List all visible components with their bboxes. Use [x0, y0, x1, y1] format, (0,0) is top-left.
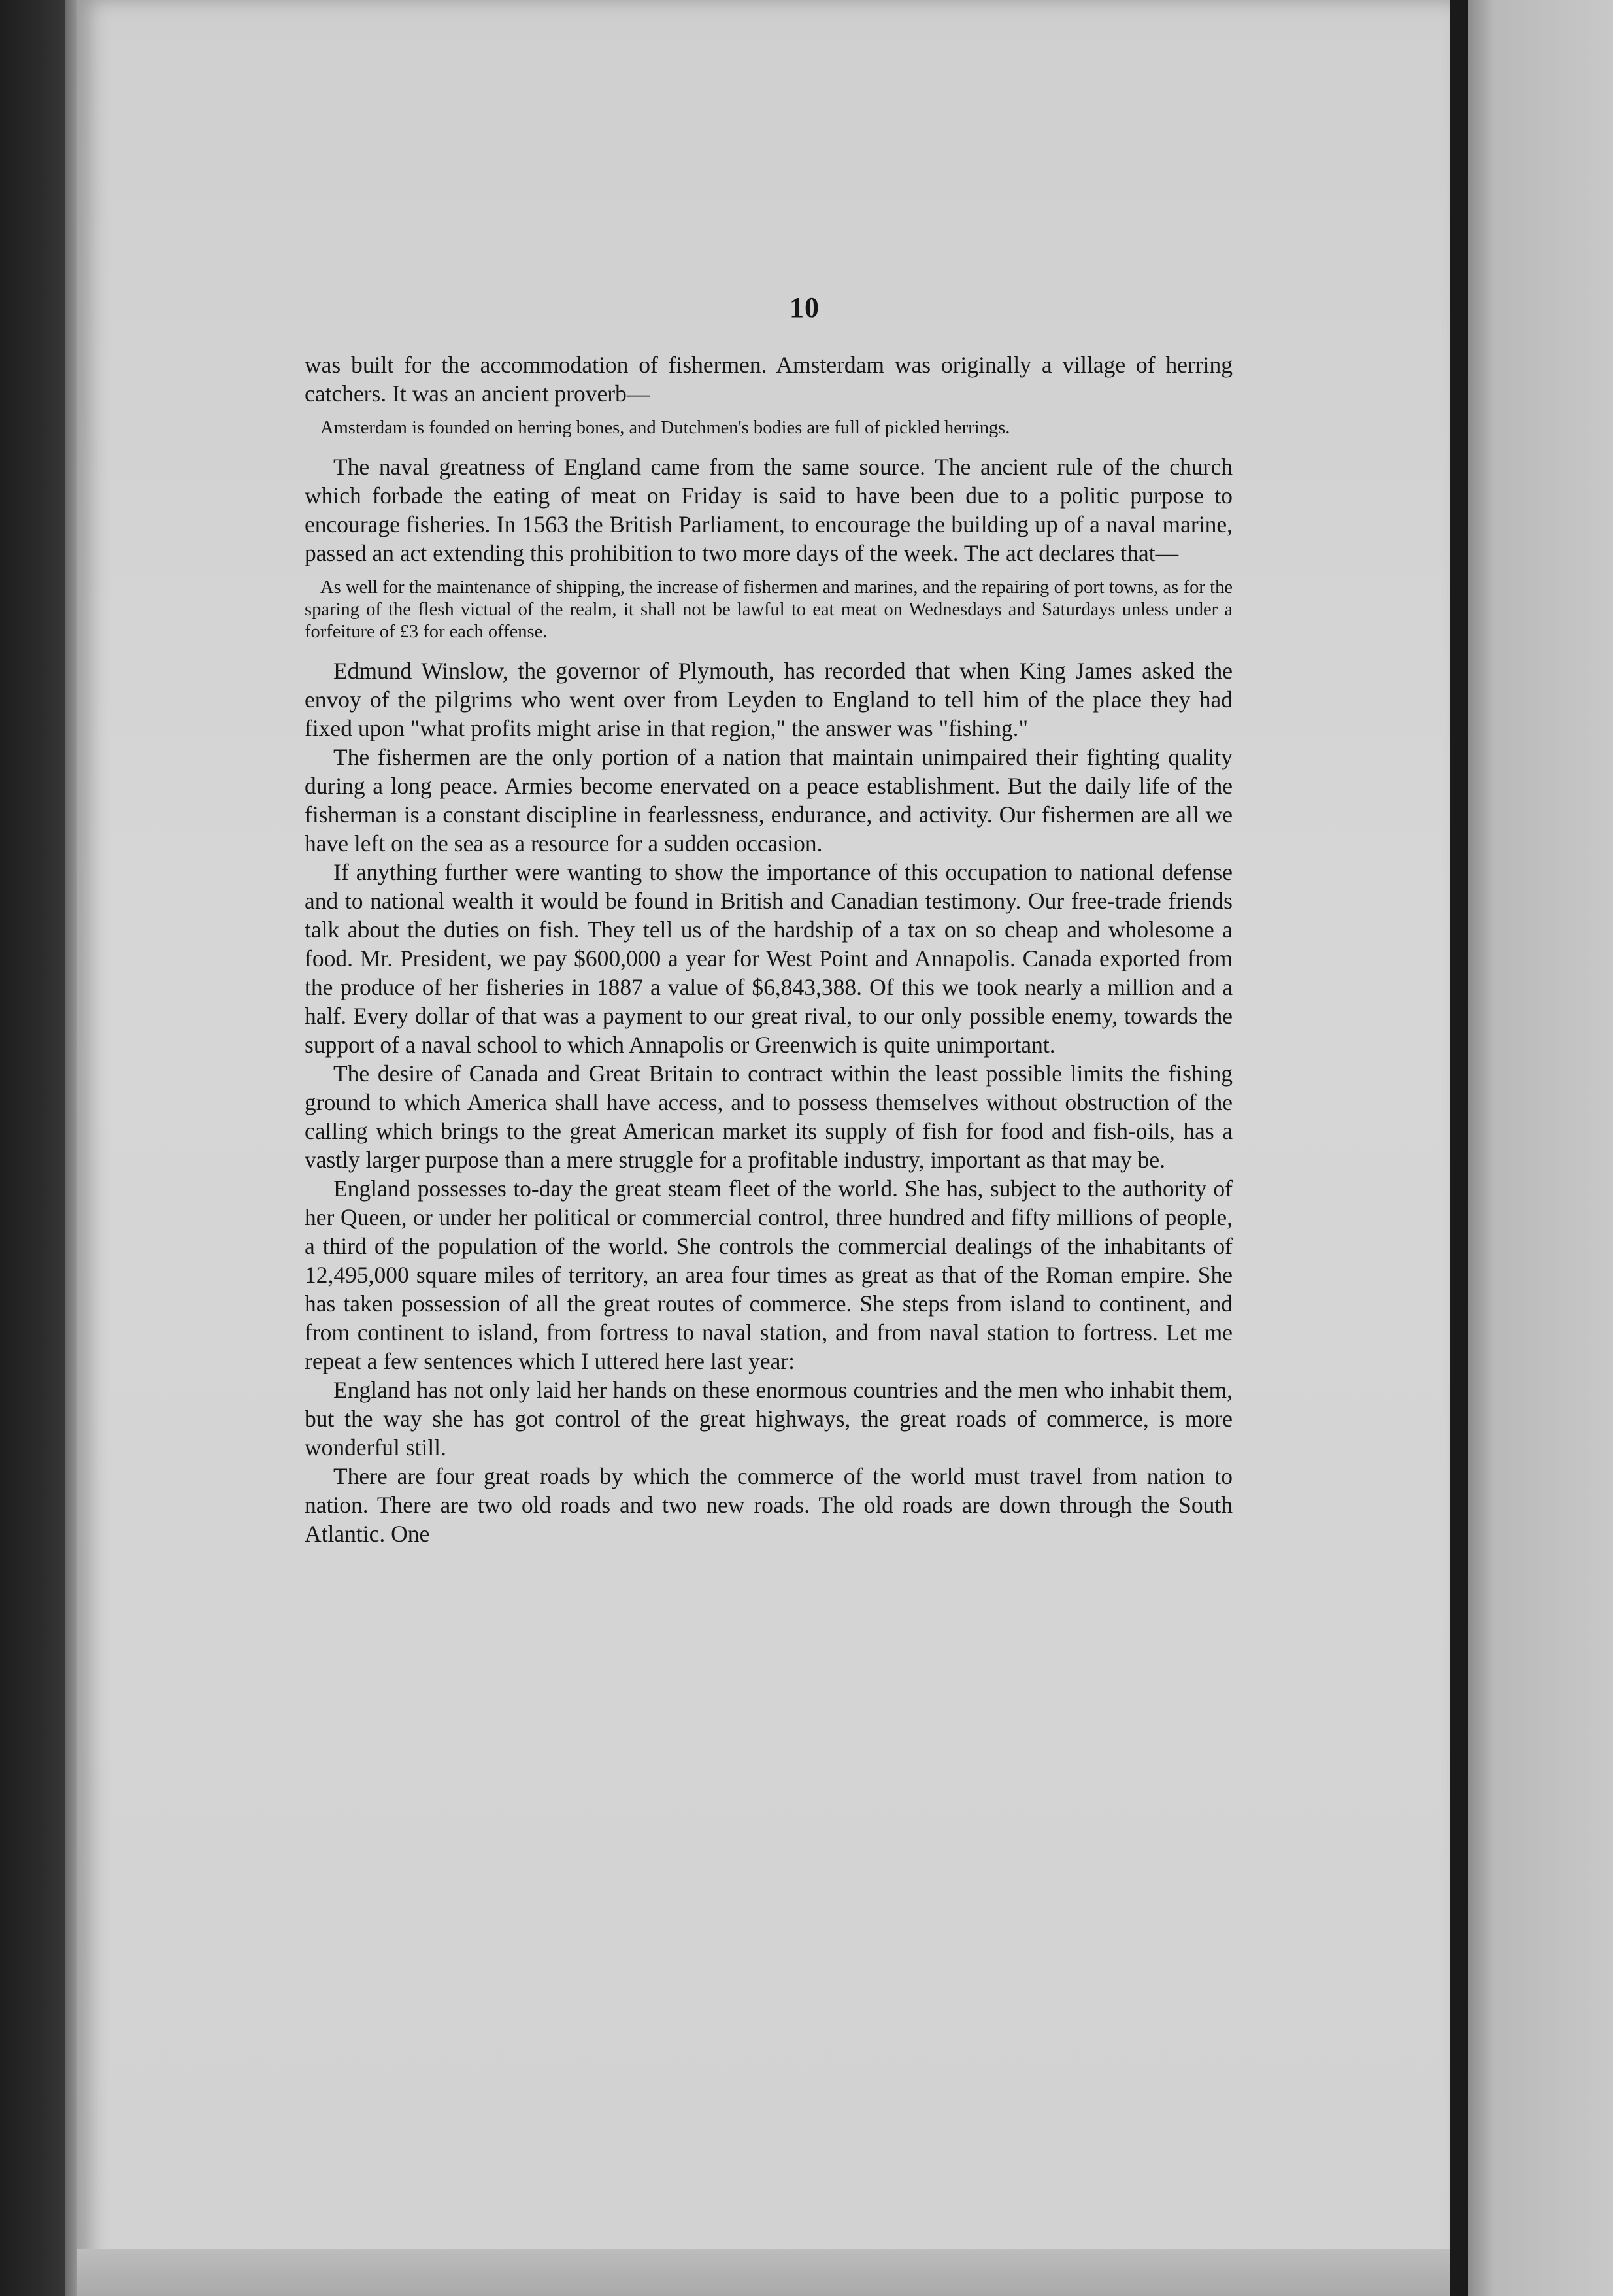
paragraph: The desire of Canada and Great Britain to contract within the least possible limits the fishing ground to which America shall have access, and to possess themselves without obstruction of the calling which brings to the great American market its supply of fish for food and fish-oils, has a vastly larger purpose than a mere struggle for a profitable industry, important as that may be. — [305, 1060, 1233, 1173]
page-bottom-edge — [77, 2249, 1450, 2296]
block-quote: Amsterdam is founded on herring bones, and Dutchmen's bodies are full of pickled herrings. — [320, 418, 1010, 438]
paragraph: Edmund Winslow, the governor of Plymouth, has recorded that when King James asked the envoy of the pilgrims who went over from Leyden to England to tell him of the place they had fixed upon "what profits might arise in that region," the answer was "fishing." — [305, 658, 1233, 741]
facing-page-edge — [1468, 0, 1613, 2296]
paragraph: England possesses to-day the great steam fleet of the world. She has, subject to the authority of her Queen, or under her political or commercial control, three hundred and fifty millions of people, a third of the population of the world. She controls the commercial dealings of the inhabitants of 12,495,000 square miles of territory, an area four times as great as that of the Roman empire. She has taken possession of all the great routes of commerce. She steps from island to continent, and from continent to island, from fortress to naval station, and from naval station to fortress. Let me repeat a few sentences which I uttered here last year: — [305, 1175, 1233, 1374]
paragraph: The naval greatness of England came from the same source. The ancient rule of the church which forbade the eating of meat on Friday is said to have been due to a politic purpose to encourage fisheries. In 1563 the British Parliament, to encourage the building up of a naval marine, passed an act extending this prohibition to two more days of the week. The act declares that— — [305, 454, 1233, 566]
page-text — [305, 291, 1233, 1548]
page-number: 10 — [790, 292, 820, 324]
page-gutter-shadow — [1450, 0, 1468, 2296]
paragraph: If anything further were wanting to show the importance of this occupation to national defense and to national wealth it would be found in British and Canadian testimony. Our free-trade friends talk about the duties on fish. They tell us of the hardship of a tax on so cheap and wholesome a food. Mr. President, we pay $600,000 a year for West Point and Annapolis. Canada exported from the produce of her fisheries in 1887 a value of $6,843,388. Of this we took nearly a million and a half. Every dollar of that was a payment to our great rival, to our only possible enemy, towards the support of a naval school to which Annapolis or Greenwich is quite unimportant. — [305, 859, 1233, 1058]
paragraph: The fishermen are the only portion of a nation that maintain unimpaired their fighting quality during a long peace. Armies become enervated on a peace establishment. But the daily life of the fisherman is a constant discipline in fearlessness, endurance, and activity. Our fishermen are all we have left on the sea as a resource for a sudden occasion. — [305, 744, 1233, 856]
paragraph: There are four great roads by which the commerce of the world must travel from nation to nation. There are two old roads and two new roads. The old roads are down through the South Atlantic. One — [305, 1463, 1233, 1547]
paragraph: England has not only laid her hands on these enormous countries and the men who inhabit them, but the way she has got control of the great highways, the great roads of commerce, is more wonderful still. — [305, 1377, 1233, 1460]
paragraph: was built for the accommodation of fishermen. Amsterdam was originally a village of herring catchers. It was an ancient proverb— — [305, 352, 1233, 407]
block-quote: As well for the maintenance of shipping, the increase of fishermen and marines, and the repairing of port towns, as for the sparing of the flesh victual of the realm, it shall not be lawful to eat meat on Wednesdays and Saturdays unless under a forfeiture of £3 for each offense. — [305, 577, 1233, 642]
